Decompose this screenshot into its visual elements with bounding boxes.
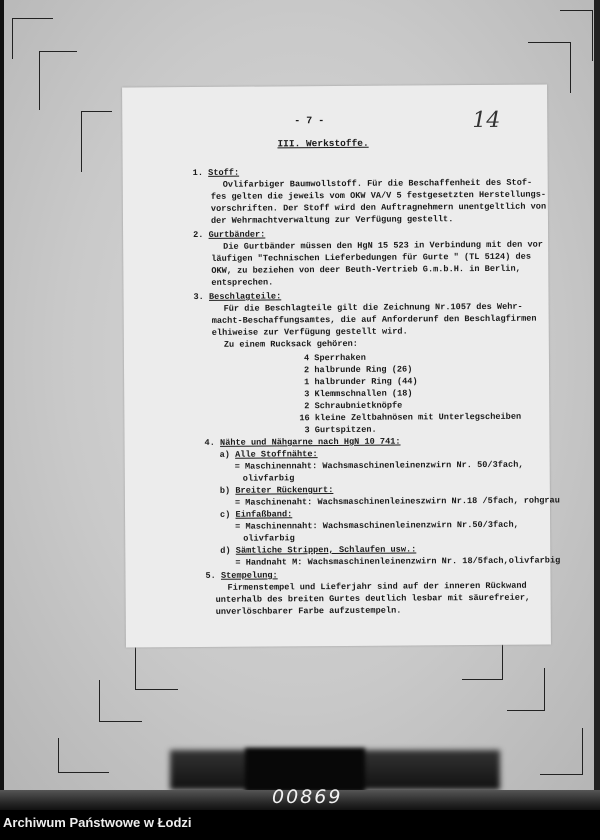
subsection-heading: c) Einfaßband: xyxy=(220,509,293,520)
section-3-heading: 3. Beschlagteile: xyxy=(193,291,282,302)
frame-number: 00869 xyxy=(272,786,343,808)
section-3-line: Zu einem Rucksack gehören: xyxy=(223,338,358,350)
section-3-line: elhiweise zur Verfügung gestellt wird. xyxy=(211,326,408,338)
section-5-line: Firmenstempel und Lieferjahr sind auf der inneren Rückwand xyxy=(227,580,527,593)
section-1-line: vorschriften. Der Stoff wird den Auftragnehmern unentgeltlich von xyxy=(210,201,547,214)
crop-mark xyxy=(81,111,112,172)
section-2-line: OKW, zu beziehen von deer Beuth-Vertrieb G.m.b.H. in Berlin, xyxy=(211,263,521,276)
parts-list-item: 1 halbrunder Ring (44) xyxy=(304,376,418,388)
section-2-line: Die Gurtbänder müssen den HgN 15 523 in Verbindung mit den vor xyxy=(223,239,543,252)
section-5-line: unterhalb des breiten Gurtes deutlich lesbar mit säurefreier, xyxy=(215,592,531,605)
section-title: III. Werkstoffe. xyxy=(277,137,369,150)
section-5-line: unverlöschbarer Farbe aufzustempeln. xyxy=(215,605,402,617)
section-1-line: der Wehrmachtverwaltung zur Verfügung gestellt. xyxy=(210,214,454,226)
subsection-line: = Maschinennaht: Wachsmaschinenleinenzwirn Nr. 50/3fach, xyxy=(234,459,524,472)
subsection-line: = Maschinennaht: Wachsmaschinenleinenzwirn Nr.50/3fach, xyxy=(235,519,519,532)
crop-mark xyxy=(99,680,142,722)
section-1-line: fes gelten die jeweils vom OKW VA/V 5 festgesetzten Herstellungs- xyxy=(210,189,547,202)
subsection-heading: a) Alle Stoffnähte: xyxy=(219,449,318,460)
crop-mark xyxy=(58,738,109,773)
document-page xyxy=(122,85,561,648)
parts-list-item: 3 Gurtspitzen. xyxy=(304,424,377,436)
subsection-line: olivfarbig xyxy=(243,533,295,544)
crop-mark xyxy=(39,51,77,110)
subsection-line: = Maschinenaht: Wachsmaschinenleineszwirn Nr.18 /5fach, rohgrau xyxy=(234,495,560,508)
subsection-line: olivfarbig xyxy=(242,473,295,484)
crop-mark xyxy=(507,668,545,711)
section-3-line: macht-Beschaffungsamtes, die auf Anforderunf den Beschlagfirmen xyxy=(211,313,537,326)
parts-list-item: 4 Sperrhaken xyxy=(303,352,366,364)
parts-list-item: 2 halbrunde Ring (26) xyxy=(303,364,413,376)
subsection-line: = Handnaht M: Wachsmaschinenleinenzwirn Nr. 18/5fach,olivfarbig xyxy=(235,555,561,568)
section-2-line: entsprechen. xyxy=(211,277,274,288)
crop-mark xyxy=(540,728,583,775)
section-2-line: läufigen "Technischen Lieferbedungen für Gurte " (TL 5124) des xyxy=(211,251,532,264)
parts-list-item: 2 Schraubnietknöpfe xyxy=(304,400,403,412)
subsection-heading: d) Sämtliche Strippen, Schlaufen usw.: xyxy=(220,544,417,556)
page-number: - 7 - xyxy=(294,116,325,128)
section-5-heading: 5. Stempelung: xyxy=(205,570,278,581)
section-3-line: Für die Beschlagteile gilt die Zeichnung Nr.1057 des Wehr- xyxy=(223,301,523,314)
archive-watermark: Archiwum Państwowe w Łodzi xyxy=(3,815,192,830)
section-1-heading: 1. Stoff: xyxy=(192,167,240,178)
section-4-heading: 4. Nähte und Nähgarne nach HgN 10 741: xyxy=(204,436,401,448)
crop-mark xyxy=(462,642,503,680)
parts-list-item: 3 Klemmschnallen (18) xyxy=(304,388,413,400)
parts-list-item: 16 kleine Zeltbahnösen mit Unterlegscheiben xyxy=(299,411,522,424)
handwritten-number: 14 xyxy=(472,107,501,134)
section-1-line: Ovlifarbiger Baumwollstoff. Für die Beschaffenheit des Stof- xyxy=(222,177,533,190)
subsection-heading: b) Breiter Rückengurt: xyxy=(219,485,334,496)
document-text xyxy=(122,85,561,648)
section-2-heading: 2. Gurtbänder: xyxy=(193,229,266,240)
